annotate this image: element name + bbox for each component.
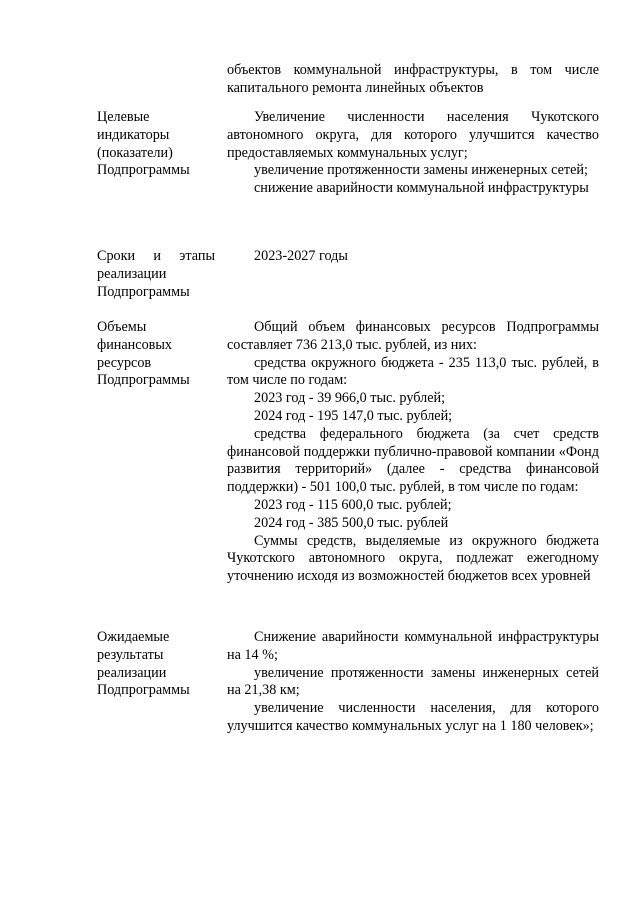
funding-federal-year: 2023 год - 115 600,0 тыс. рублей; [254,496,452,513]
result-item: увеличение протяженности замены инженерных сетей на 21,38 км; [227,664,599,699]
terms-label-line: Подпрограммы [97,283,190,300]
funding-total: Общий объем финансовых ресурсов Подпрограммы составляет 736 213,0 тыс. рублей, из них: [227,319,599,353]
indicators-label-line: (показатели) [97,144,173,161]
indicators-content [227,109,599,198]
funding-label-line: ресурсов [97,354,152,371]
terms-label [97,248,222,301]
results-label-line: Подпрограммы [97,682,190,699]
funding-label-line: финансовых [97,336,172,353]
results-label-line: Ожидаемые [97,629,170,645]
indicator-item: снижение аварийности коммунальной инфраструктуры [254,180,589,197]
indicators-label-line: индикаторы [97,126,170,143]
results-content [227,629,599,736]
funding-label-line: Объемы [97,319,147,335]
terms-label-line: реализации [97,265,167,282]
terms-label-line [97,248,215,266]
intro-paragraph: объектов коммунальной инфраструктуры, в том числе капитального ремонта линейных объектов [227,62,599,96]
result-item: Снижение аварийности коммунальной инфраструктуры на 14 %; [227,629,599,663]
terms-label-word: этапы [179,248,215,264]
funding-district: средства окружного бюджета - 235 113,0 тыс. рублей, в том числе по годам: [227,354,599,389]
indicators-label-line: Подпрограммы [97,162,190,179]
funding-label-line: Подпрограммы [97,372,190,389]
funding-district-year: 2023 год - 39 966,0 тыс. рублей; [254,390,446,407]
funding-federal: средства федерального бюджета (за счет средств финансовой поддержки публично-правовой компании «Фонд развития территорий» (далее - средства финансовой поддержки) - 501 100,0 тыс. рублей, в том числе по годам: [227,425,599,496]
terms-value: 2023-2027 годы [254,248,348,264]
indicator-item: Увеличение численности населения Чукотского автономного округа, для которого улучшится качество предоставляемых коммунальных услуг; [227,109,599,161]
terms-label-word: и [153,248,162,264]
results-label-line: реализации [97,664,167,681]
results-label [97,629,222,700]
funding-federal-year: 2024 год - 385 500,0 тыс. рублей [254,514,449,531]
result-item: увеличение численности населения, для которого улучшится качество коммунальных услуг на 1 180 человек»; [227,700,599,734]
funding-content [227,319,599,586]
funding-district-year: 2024 год - 195 147,0 тыс. рублей; [254,407,453,424]
terms-label-word: Сроки [97,248,136,264]
funding-label [97,319,222,390]
indicators-label-line: Целевые [97,109,150,125]
results-label-line: результаты [97,646,164,663]
terms-content [227,248,599,266]
indicator-item: увеличение протяженности замены инженерных сетей; [254,162,588,179]
funding-note: Суммы средств, выделяемые из окружного бюджета Чукотского автономного округа, подлежат ежегодному уточнению исходя из возможностей бюджетов всех уровней [227,532,599,585]
indicators-label [97,109,222,180]
intro-text [227,62,599,98]
